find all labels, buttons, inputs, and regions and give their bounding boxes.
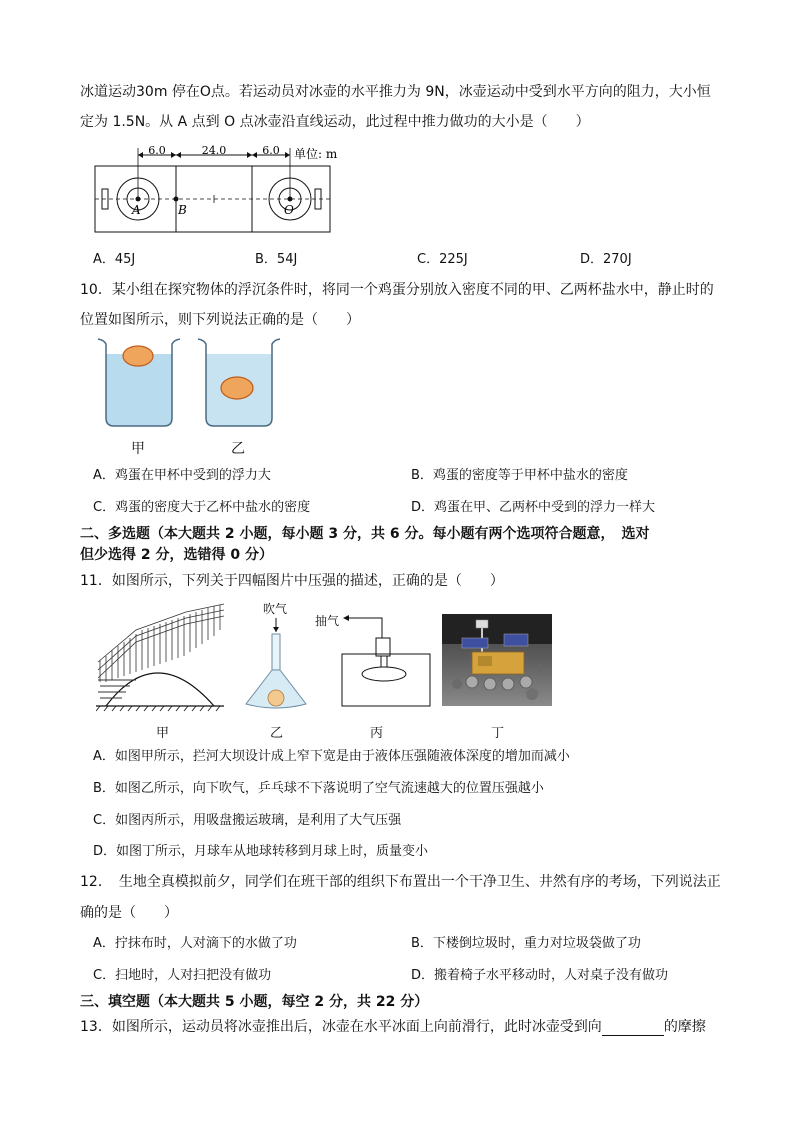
suction-cup-figure — [334, 608, 434, 708]
solar-panel-right — [504, 634, 528, 646]
q9-line-1: 冰道运动30m 停在O点。若运动员对冰壶的水平推力为 9N，冰壶运动中受到水平方向的阻力，大小恒 — [80, 84, 711, 100]
q9-option-d: D．270J — [580, 252, 632, 267]
dim-label-3: 6.0 — [262, 144, 280, 157]
q11-option-a: A．如图甲所示，拦河大坝设计成上窄下宽是由于液体压强随液体深度的增加而减小 — [93, 749, 570, 764]
blow-label: 吹气 — [263, 602, 288, 616]
dim-label-2: 24.0 — [201, 144, 227, 157]
funnel-stem — [272, 634, 280, 670]
dam-body — [106, 673, 214, 706]
q13-line-1 — [80, 1018, 706, 1036]
ping-pong-ball — [268, 690, 284, 706]
pump-label: 抽气 — [315, 614, 340, 628]
q13-text-before-blank: 13．如图所示，运动员将冰壶推出后，冰壶在水平冰面上向前滑行，此时冰壶受到向 — [80, 1019, 602, 1035]
q9-option-b: B．54J — [255, 252, 298, 267]
q12-option-d: D．搬着椅子水平移动时，人对桌子没有做功 — [411, 968, 669, 983]
q9-line-2: 定为 1.5N。从 A 点到 O 点冰壶沿直线运动，此过程中推力做功的大小是（ ） — [80, 114, 590, 130]
q12-option-c: C．扫地时，人对扫把没有做功 — [93, 968, 272, 983]
q12-option-a: A．拧抹布时，人对滴下的水做了功 — [93, 936, 297, 951]
point-b-dot — [174, 197, 179, 202]
fig-label-ding: 丁 — [491, 726, 505, 741]
q10-option-b: B．鸡蛋的密度等于甲杯中盐水的密度 — [411, 468, 628, 483]
q10-line-2: 位置如图所示，则下列说法正确的是（ ） — [80, 312, 360, 328]
egg-jia — [123, 346, 153, 366]
q11-option-c: C．如图丙所示，用吸盘搬运玻璃，是利用了大气压强 — [93, 813, 402, 828]
dim-label-1: 6.0 — [148, 144, 166, 157]
suction-cup — [362, 667, 406, 681]
beaker-jia — [98, 339, 180, 426]
q11-option-b: B．如图乙所示，向下吹气，乒乓球不下落说明了空气流速越大的位置压强越小 — [93, 781, 544, 796]
q12-line-1: 12． 生地全真模拟前夕，同学们在班干部的组织下布置出一个干净卫生、井然有序的考场，下列说法正 — [80, 874, 721, 890]
unit-label: 单位: m — [294, 147, 338, 161]
q10-line-1: 10．某小组在探究物体的浮沉条件时，将同一个鸡蛋分别放入密度不同的甲、乙两杯盐水中，静止时的 — [80, 282, 714, 298]
q13-text-after-blank: 的摩擦 — [663, 1019, 706, 1035]
point-a-label: A — [132, 203, 141, 217]
q10-option-d: D．鸡蛋在甲、乙两杯中受到的浮力一样大 — [411, 500, 656, 515]
pump-block — [376, 638, 390, 656]
fig-label-bing: 丙 — [370, 726, 384, 741]
beaker-label-jia: 甲 — [131, 441, 145, 457]
point-a-dot — [136, 197, 141, 202]
q12-option-b: B．下楼倒垃圾时，重力对垃圾袋做了功 — [411, 936, 641, 951]
beaker-label-yi: 乙 — [231, 441, 245, 457]
beakers-figure — [92, 336, 282, 436]
egg-yi — [221, 377, 253, 399]
q13-answer-blank[interactable] — [602, 1021, 664, 1036]
point-o-label: O — [284, 203, 294, 217]
lunar-rover-image — [442, 614, 552, 706]
q9-option-c: C．225J — [417, 252, 468, 267]
curling-track-figure — [94, 143, 354, 235]
q12-line-2: 确的是（ ） — [80, 905, 178, 921]
section3-heading: 三、填空题（本大题共 5 小题，每空 2 分，共 22 分） — [80, 994, 429, 1010]
dam-figure — [96, 600, 226, 712]
beaker-yi — [198, 339, 280, 426]
q9-option-a: A．45J — [93, 252, 136, 267]
fig-label-yi: 乙 — [270, 726, 284, 741]
solar-panel-left — [462, 638, 488, 648]
fig-label-jia: 甲 — [156, 726, 170, 741]
q10-option-a: A．鸡蛋在甲杯中受到的浮力大 — [93, 468, 271, 483]
q10-option-c: C．鸡蛋的密度大于乙杯中盐水的密度 — [93, 500, 311, 515]
point-o-dot — [288, 197, 293, 202]
section2-heading-line-2: 但少选得 2 分，选错得 0 分） — [80, 547, 273, 563]
q11-line-1: 11．如图所示，下列关于四幅图片中压强的描述，正确的是（ ） — [80, 573, 504, 589]
section2-heading-line-1: 二、多选题（本大题共 2 小题，每小题 3 分，共 6 分。每小题有两个选项符合题意， 选对 — [80, 526, 650, 542]
point-b-label: B — [178, 203, 187, 217]
q11-option-d: D．如图丁所示，月球车从地球转移到月球上时，质量变小 — [93, 844, 429, 859]
